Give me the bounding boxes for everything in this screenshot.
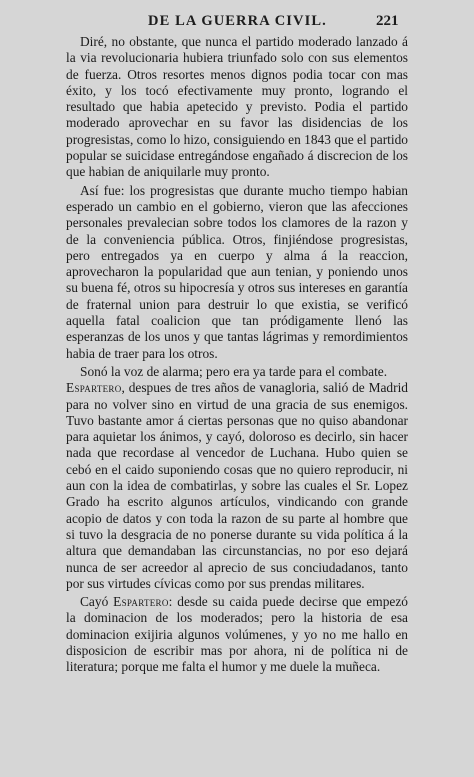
running-title: DE LA GUERRA CIVIL. <box>148 13 327 29</box>
paragraph-3-start: Sonó la voz de alarma; pero era ya tarde para el combate. <box>80 363 388 379</box>
paragraph-4-rest: : desde su caida puede decirse que empezó la dominacion de los moderados; pero la historia de esa dominacion exijiria algunos volúmenes, y yo no me hallo en disposicion de escribir mas por ahora, ni de política ni de literatura; porque me falta el humor y me duele la muñeca. <box>66 594 408 675</box>
paragraph-4 <box>66 594 408 675</box>
page-number: 221 <box>376 13 399 29</box>
person-name: Espartero <box>66 380 122 396</box>
paragraph-3-rest: , despues de tres años de vanagloria, salió de Madrid para no volver sino en virtud de una gracia de sus enemigos. Tuvo bastante amor á ciertas personas que no quiso abandonar para aquietar los ánimos, y cayó, doloroso es decirlo, sin hacer nada que recordase al vencedor de Luchana. Hubo quien se cebó en el caido suponiendo cosas que no quiero reproducir, ni aun con la idea de combatirlas, y sobre las cuales el Sr. Lopez Grado ha escrito algunos artículos, vindicando con grande acopio de datos y con toda la razon de su parte al hombre que si tuvo la desgracia de no ponerse durante su vida política á la altura que demandaban las circunstancias, no por eso dejará nunca de ser acreedor al aprecio de sus conciudadanos, tanto por sus virtudes cívicas como por sus prendas militares. <box>66 380 408 591</box>
paragraph-2: Así fue: los progresistas que durante mucho tiempo habian esperado un cambio en el gobierno, vieron que las afecciones personales prevalecian sobre todos los clamores de la razon y de la conveniencia pública. Otros, finjiéndose progresistas, pero entregados ya en cuerpo y alma á la reaccion, aprovecharon la popularidad que aun tenian, y poniendo unos su buena fé, otros su hipocresía y otros sus intereses en garantía de fraternal union para destruir lo que existia, se verificó aquella fatal coalicion que tan pródigamente llenó las esperanzas de los unos y que tantas lágrimas y remordimientos habia de traer para los otros. <box>66 182 408 361</box>
paragraph-3 <box>66 364 408 592</box>
person-name: Espartero <box>113 594 169 610</box>
body-text <box>66 34 408 676</box>
paragraph-4-start: Cayó <box>80 594 109 610</box>
page-header <box>0 13 474 35</box>
paragraph-1: Diré, no obstante, que nunca el partido moderado lanzado á la via revolucionaria hubiera triunfado solo con sus elementos de fuerza. Otros resortes menos dignos podia tocar con mas éxito, y los tocó efectivamente muy pronto, logrando el resultado que habia apetecido y previsto. Podia el partido moderado aprovechar en su favor las disidencias de los progresistas, como lo hizo, consiguiendo en 1843 que el partido popular se suicidase entregándose engañado á discrecion de los que habian de aniquilarle muy pronto. <box>66 34 408 180</box>
